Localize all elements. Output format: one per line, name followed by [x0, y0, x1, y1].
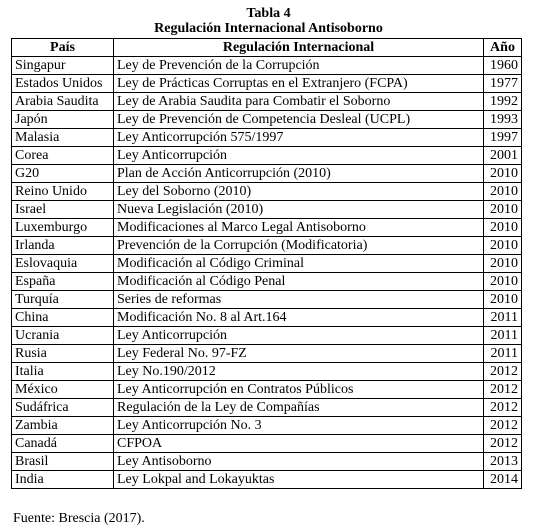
cell-anio: 2012: [484, 363, 522, 381]
cell-pais: Arabia Saudita: [12, 93, 114, 111]
cell-pais: Zambia: [12, 417, 114, 435]
table-row: [12, 381, 522, 399]
table-row: [12, 165, 522, 183]
cell-anio: 2001: [484, 147, 522, 165]
cell-regulacion: Modificación al Código Penal: [114, 273, 484, 291]
cell-regulacion: Ley de Prevención de Competencia Desleal (UCPL): [114, 111, 484, 129]
cell-pais: Eslovaquia: [12, 255, 114, 273]
cell-anio: 2010: [484, 291, 522, 309]
table-row: [12, 255, 522, 273]
cell-pais: Singapur: [12, 57, 114, 75]
cell-pais: México: [12, 381, 114, 399]
header-anio: Año: [484, 39, 522, 57]
cell-pais: Brasil: [12, 453, 114, 471]
table-row: [12, 471, 522, 489]
table-header-row: [12, 39, 522, 57]
table-number: Tabla 4: [246, 6, 291, 21]
cell-regulacion: Ley Anticorrupción: [114, 327, 484, 345]
cell-anio: 2010: [484, 219, 522, 237]
cell-pais: Irlanda: [12, 237, 114, 255]
cell-anio: 2010: [484, 237, 522, 255]
table-row: [12, 291, 522, 309]
cell-pais: China: [12, 309, 114, 327]
table-row: [12, 93, 522, 111]
table-row: [12, 453, 522, 471]
cell-regulacion: Plan de Acción Anticorrupción (2010): [114, 165, 484, 183]
cell-regulacion: Ley Anticorrupción: [114, 147, 484, 165]
cell-pais: Rusia: [12, 345, 114, 363]
cell-regulacion: Ley No.190/2012: [114, 363, 484, 381]
cell-regulacion: Ley Anticorrupción 575/1997: [114, 129, 484, 147]
cell-anio: 2011: [484, 345, 522, 363]
cell-pais: G20: [12, 165, 114, 183]
cell-anio: 1997: [484, 129, 522, 147]
cell-regulacion: Ley de Prevención de la Corrupción: [114, 57, 484, 75]
cell-pais: Reino Unido: [12, 183, 114, 201]
cell-regulacion: Ley Antisoborno: [114, 453, 484, 471]
cell-pais: Ucrania: [12, 327, 114, 345]
table-title: Regulación Internacional Antisoborno: [154, 21, 383, 36]
source-note: Fuente: Brescia (2017).: [13, 511, 145, 526]
cell-regulacion: Ley Federal No. 97-FZ: [114, 345, 484, 363]
cell-regulacion: Modificación No. 8 al Art.164: [114, 309, 484, 327]
table-row: [12, 111, 522, 129]
cell-regulacion: Ley Anticorrupción No. 3: [114, 417, 484, 435]
table-row: [12, 399, 522, 417]
table-row: [12, 129, 522, 147]
table-row: [12, 75, 522, 93]
cell-regulacion: Ley Lokpal and Lokayuktas: [114, 471, 484, 489]
cell-anio: 2011: [484, 309, 522, 327]
table-row: [12, 147, 522, 165]
cell-pais: Malasia: [12, 129, 114, 147]
cell-regulacion: Series de reformas: [114, 291, 484, 309]
cell-anio: 1960: [484, 57, 522, 75]
cell-regulacion: Modificaciones al Marco Legal Antisoborno: [114, 219, 484, 237]
cell-regulacion: Modificación al Código Criminal: [114, 255, 484, 273]
table-row: [12, 417, 522, 435]
table-row: [12, 273, 522, 291]
cell-pais: España: [12, 273, 114, 291]
cell-regulacion: Nueva Legislación (2010): [114, 201, 484, 219]
cell-regulacion: Regulación de la Ley de Compañías: [114, 399, 484, 417]
cell-anio: 2012: [484, 399, 522, 417]
table-row: [12, 237, 522, 255]
cell-regulacion: Ley de Prácticas Corruptas en el Extranjero (FCPA): [114, 75, 484, 93]
cell-anio: 2013: [484, 453, 522, 471]
cell-anio: 2010: [484, 165, 522, 183]
cell-anio: 1993: [484, 111, 522, 129]
cell-pais: Italia: [12, 363, 114, 381]
cell-anio: 2014: [484, 471, 522, 489]
cell-pais: Estados Unidos: [12, 75, 114, 93]
cell-pais: Luxemburgo: [12, 219, 114, 237]
cell-anio: 2011: [484, 327, 522, 345]
table-row: [12, 201, 522, 219]
cell-regulacion: Ley de Arabia Saudita para Combatir el Soborno: [114, 93, 484, 111]
table-row: [12, 363, 522, 381]
cell-regulacion: Ley del Soborno (2010): [114, 183, 484, 201]
cell-anio: 2010: [484, 201, 522, 219]
header-regulacion: Regulación Internacional: [114, 39, 484, 57]
cell-anio: 2010: [484, 255, 522, 273]
table-row: [12, 219, 522, 237]
cell-pais: India: [12, 471, 114, 489]
table-row: [12, 327, 522, 345]
cell-anio: 2012: [484, 381, 522, 399]
cell-anio: 2012: [484, 417, 522, 435]
table-row: [12, 309, 522, 327]
table-row: [12, 345, 522, 363]
table-row: [12, 183, 522, 201]
cell-anio: 2010: [484, 183, 522, 201]
table-row: [12, 57, 522, 75]
cell-anio: 1992: [484, 93, 522, 111]
cell-pais: Turquía: [12, 291, 114, 309]
cell-anio: 1977: [484, 75, 522, 93]
cell-pais: Corea: [12, 147, 114, 165]
table-row: [12, 435, 522, 453]
header-pais: País: [12, 39, 114, 57]
cell-pais: Japón: [12, 111, 114, 129]
cell-regulacion: Ley Anticorrupción en Contratos Públicos: [114, 381, 484, 399]
cell-pais: Israel: [12, 201, 114, 219]
cell-pais: Canadá: [12, 435, 114, 453]
table-body: [12, 57, 522, 489]
cell-regulacion: CFPOA: [114, 435, 484, 453]
cell-anio: 2012: [484, 435, 522, 453]
regulation-table: [11, 38, 522, 489]
cell-pais: Sudáfrica: [12, 399, 114, 417]
cell-regulacion: Prevención de la Corrupción (Modificatoria): [114, 237, 484, 255]
cell-anio: 2010: [484, 273, 522, 291]
